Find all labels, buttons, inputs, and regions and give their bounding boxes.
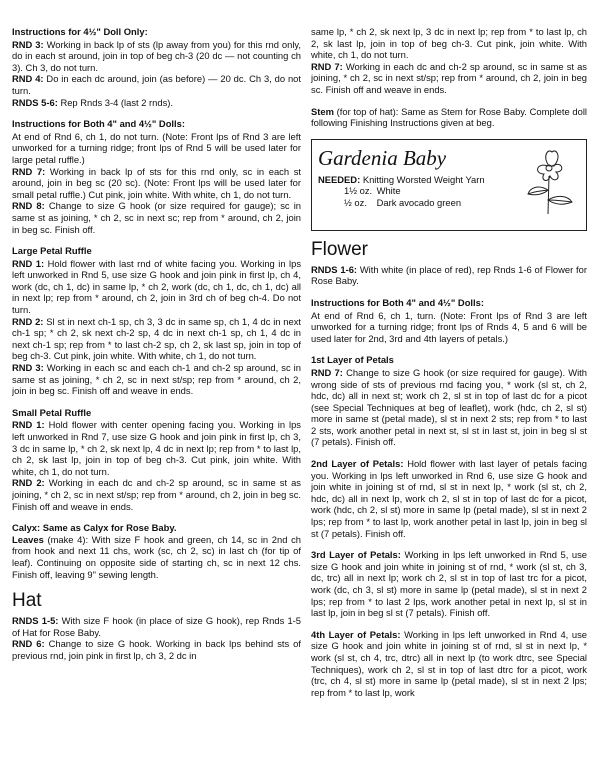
paragraph [311, 106, 587, 129]
row-text: Change to size G hook (or size required for gauge). With wrong side of sts of previous rnd facing you, * work (sl st, ch 2, hdc, dc) all in next st; work ch 2, sl st in top of last dc for a picot (see Special Techniques at beg of leaflet), work (hdc, ch 2, sl st) more in same st (petal made), sl st in next 2 sts; rep from * to last 2 sts, work another petal in next st, sl st in last st, join in beg sl st (7 petals). Finish off. [311, 366, 587, 448]
row-label: RNDS 1-5: [12, 615, 59, 627]
paragraph [12, 522, 301, 534]
paragraph [12, 316, 301, 362]
row-text: Working in each sc and each ch-1 and ch-2 sp around, sc in same st as joining, * ch 2, sc in next st/sp; rep from * around, ch 2, join in beg sc. Finish off and weave in ends. [12, 362, 301, 397]
row-label: RND 1: [12, 257, 45, 269]
row-label: RND 6: [12, 638, 45, 650]
row-label: RND 3: [12, 38, 44, 50]
section-4-5-doll-only [12, 26, 301, 108]
left-column [12, 26, 301, 768]
gardenia-baby-box [311, 139, 587, 231]
paragraph [12, 419, 301, 477]
row-label: 3rd Layer of Petals: [311, 549, 401, 561]
row-label: 4th Layer of Petals: [311, 628, 401, 640]
paragraph [12, 97, 301, 109]
section-stem [311, 106, 587, 129]
row-label: RND 4: [12, 73, 44, 85]
section-heading: 1st Layer of Petals [311, 354, 394, 366]
section-heading: Instructions for Both 4" and 4½" Dolls: [311, 296, 484, 308]
paragraph [12, 477, 301, 512]
paragraph [12, 131, 301, 166]
row-label: RNDS 1-6: [311, 263, 358, 275]
paragraph [311, 26, 587, 61]
row-text: Working in lps left unworked in Rnd 5, use size G hook and join white in joining st of rnd, * work (sl st, ch 3, dc, trc) all in next lp; work ch 2, sl st in top of last trc for a picot, work (dc, ch 3, sl st) more in same lp (petal made), sl st in next 2 lps; rep from * to last 2 lps, work another petal in next lp, sl st in last lp, join in beg sl st (7 petals). Finish off. [311, 549, 587, 619]
section-hat [12, 615, 301, 661]
row-label: Leaves [12, 533, 44, 545]
yarn-color: Dark avocado green [376, 196, 462, 208]
row-text: Rep Rnds 3-4 (last 2 rnds). [60, 96, 173, 108]
paragraph [12, 73, 301, 96]
paragraph [12, 638, 301, 661]
row-text: Do in each dc around, join (as before) — 20 dc. Ch 3, do not turn. [12, 73, 301, 96]
section-flower-both-dolls [311, 297, 587, 344]
row-label: RND 7: [311, 366, 343, 378]
row-text: Working in each dc and ch-2 sp around, sc in same st as joining, * ch 2, sc in next st/sp; rep from * around, ch 2, join in beg sc. Finish off and weave in ends. [12, 477, 301, 512]
row-text: (make 4): With size F hook and green, ch 14, sc in 2nd ch from hook and next 11 chs, work (sc, ch 2, sc) in last ch (for tip of leaf). Continuing on opposite side of starting ch, sc in next 12 chs. Finish off, leaving 9" sewing length. [12, 533, 301, 580]
right-column [311, 26, 587, 768]
yarn-amount: 1½ oz. [344, 185, 373, 197]
row-text: (for top of hat): Same as Stem for Rose Baby. Complete doll following Finishing Instructions given at beg. [311, 105, 587, 129]
row-label: Calyx: Same as Calyx for Rose Baby. [12, 522, 177, 534]
row-text: Hold flower with last rnd of white facing you. Working in lps left unworked in Rnd 5, use size G hook and join pink in first lp, ch 4, work (dc, ch 1, dc) in same lp, * ch 2, work (dc, ch 1, dc, ch 1, dc) all in next lp; rep from * around, ch 2, join in 3rd ch of beg ch-4. Do not turn. [12, 257, 301, 316]
section-3rd-layer [311, 549, 587, 619]
row-text: same lp, * ch 2, sk next lp, 3 dc in next lp; rep from * to last lp, ch 2, sk last lp, join in top of beg ch-3. Cut pink, join white. With white, ch 1, do not turn. [311, 26, 587, 61]
section-large-petal-ruffle [12, 245, 301, 397]
row-text: With size F hook (in place of size G hook), rep Rnds 1-5 of Hat for Rose Baby. [12, 615, 301, 638]
flower-heading: Flower [311, 238, 369, 260]
yarn-color: White [376, 185, 401, 197]
paragraph [311, 367, 587, 448]
row-label: RND 1: [12, 419, 45, 431]
row-text: Hold flower with last layer of petals facing you. Working in lps left unworked in Rnd 6, use size G hook and join white in joining st of rnd, sl st in next lp, * work (sl st, ch 2, hdc, dc) all in next lp, work ch 2, sl st in top of last dc for a picot, work (hdc, ch 2, sl st) more in same lp (petal made), sl st in next 2 lps; rep from * to last lp, work another petal in last lp, join in beg sl st (7 petals). Finish off. [311, 458, 587, 539]
row-label: RND 8: [12, 200, 45, 212]
pattern-title: Gardenia Baby [318, 145, 447, 170]
section-small-petal-ruffle [12, 407, 301, 512]
paragraph [12, 362, 301, 397]
row-text: Sl st in next ch-1 sp, ch 3, 3 dc in same sp, ch 1, 4 dc in next ch-1 sp; * ch 2, sk next ch-2 sp, 4 dc in next ch-1 sp, ch 1, 4 dc in next ch-1 sp; rep from * to last ch-2 sp, ch 2, sk last sp, join in top of beg ch-3. Cut pink, join white. With white, ch 1, do not turn. [12, 315, 301, 362]
paragraph [12, 258, 301, 316]
row-text: With white (in place of red), rep Rnds 1-6 of Flower for Rose Baby. [311, 263, 587, 287]
row-text: At end of Rnd 6, ch 1, turn. (Note: Front lps of Rnd 3 are left unworked for a turning ridge; front lps of Rnds 4, 5 and 6 will be used later for 2nd, 3rd and 4th layers of petals.) [311, 309, 587, 344]
paragraph [311, 458, 587, 539]
row-text: Change to size G hook (or size required for gauge); sc in same st as joining, * ch 2, sc in next sc; rep from * around, ch 2, join in beg sc. Finish off. [12, 200, 301, 235]
paragraph [12, 615, 301, 638]
section-hat-continued [311, 26, 587, 96]
row-text: Hold flower with center opening facing you. Working in lps left unworked in Rnd 7, use size G hook and join pink in first lp, ch 3, 3 dc in same lp, * ch 2, sk next lp, 4 dc in next lp; rep from * to last lp, ch 2, sk last lp, join in top of beg ch-3. Cut pink, join white. With white, ch 1, do not turn. [12, 419, 301, 477]
paragraph [12, 200, 301, 235]
row-text: Working in each dc and ch-2 sp around, sc in same st as joining, * ch 2, sc in next st/sp; rep from * around, ch 2, join in beg sc. Finish off and weave in ends. [311, 60, 587, 95]
row-label: RND 7: [311, 60, 343, 72]
section-heading: Instructions for Both 4" and 4½" Dolls: [12, 118, 185, 130]
yarn-amount: ½ oz. [344, 196, 367, 208]
row-label: Stem [311, 105, 334, 117]
needed-label: NEEDED: [318, 173, 361, 185]
row-text: At end of Rnd 6, ch 1, do not turn. (Note: Front lps of Rnd 3 are left unworked for a turning ridge; front lps of Rnd 5 will be used later for large petal ruffle.) [12, 130, 301, 165]
row-label: RND 2: [12, 477, 45, 489]
paragraph [12, 534, 301, 580]
section-calyx-leaves [12, 522, 301, 580]
paragraph [311, 61, 587, 96]
section-heading: Small Petal Ruffle [12, 406, 92, 418]
section-2nd-layer [311, 458, 587, 539]
row-text: Change to size G hook. Working in back lps behind sts of previous rnd, join pink in first lp, ch 3, 2 dc in [12, 638, 301, 661]
hat-heading: Hat [12, 590, 42, 612]
row-label: RNDS 5-6: [12, 96, 58, 108]
section-4th-layer [311, 629, 587, 699]
row-text: Working in back lp of sts for this rnd only, sc in each st around, join in beg sc (20 sc). (Note: Front lps will be used later for small petal ruffle.) Cut pink, join white. With white, ch 1, do not turn. [12, 165, 301, 200]
section-heading: Instructions for 4½" Doll Only: [12, 26, 148, 37]
row-label: RND 3: [12, 362, 44, 374]
paragraph [12, 166, 301, 201]
needed-text: Knitting Worsted Weight Yarn [362, 173, 485, 185]
row-text: Working in back lp of sts (lp away from you) for this rnd only, do in each st around, join in top of beg ch-3 (20 dc — not counting ch 3). Ch 3, do not turn. [12, 38, 301, 73]
row-label: RND 7: [12, 165, 46, 177]
section-1st-layer [311, 354, 587, 448]
paragraph [311, 310, 587, 345]
section-flower-intro [311, 264, 587, 287]
gardenia-flower-icon [518, 144, 580, 216]
paragraph [12, 39, 301, 74]
section-both-dolls [12, 118, 301, 235]
row-label: 2nd Layer of Petals: [311, 458, 404, 470]
row-text: Working in lps left unworked in Rnd 4, use size G hook and join white in joining st of rnd, sl st in next lp, * work (sl st, ch 4, trc, dtrc) all in next lp (to work dtrc, see Special Techniques), work ch 2, sl st in top of last dtrc for a picot, work (trc, ch 4, sl st) more in same lp (petal made), sl st in next 2 lps; rep from * to last lp, work [311, 628, 587, 698]
row-label: RND 2: [12, 315, 44, 327]
paragraph [311, 549, 587, 619]
section-heading: Large Petal Ruffle [12, 245, 92, 257]
paragraph [311, 629, 587, 699]
paragraph [311, 264, 587, 287]
